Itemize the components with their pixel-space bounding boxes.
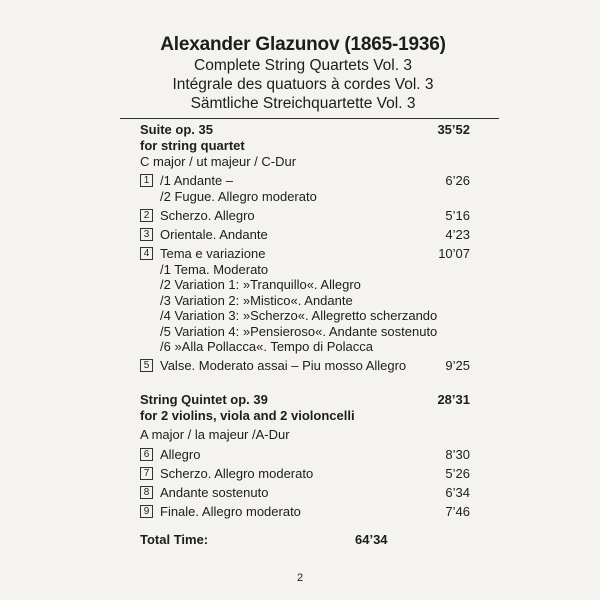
track-row xyxy=(140,357,470,374)
work-key: C major / ut majeur / C-Dur xyxy=(140,153,297,169)
track-title: Andante sostenuto xyxy=(160,484,269,500)
track-title: /1 Andante – xyxy=(160,173,234,188)
track-number: 9 xyxy=(140,505,153,518)
track-title: Tema e variazione xyxy=(160,245,266,261)
track-title: Allegro xyxy=(160,446,201,462)
track-duration: 6’26 xyxy=(445,173,470,188)
track-number: 2 xyxy=(140,209,153,222)
header xyxy=(0,34,600,113)
track-number: 8 xyxy=(140,486,153,499)
subtitle-french: Intégrale des quatuors à cordes Vol. 3 xyxy=(172,76,434,93)
track-duration: 4’23 xyxy=(445,226,470,242)
track-row xyxy=(140,226,470,243)
track-row xyxy=(140,172,470,189)
track-title: Finale. Allegro moderato xyxy=(160,503,301,519)
track-duration: 10’07 xyxy=(438,245,470,261)
track-duration: 8’30 xyxy=(445,446,470,462)
work-key: A major / la majeur /A-Dur xyxy=(140,427,290,442)
work-title: Suite op. 35 xyxy=(140,122,213,137)
work-instrumentation: for 2 violins, viola and 2 violoncelli xyxy=(140,407,355,423)
track-number: 6 xyxy=(140,448,153,461)
track-subtitle: /1 Tema. Moderato xyxy=(160,261,269,277)
track-duration: 9’25 xyxy=(445,357,470,373)
track-row xyxy=(140,207,470,224)
track-subtitle: /2 Fugue. Allegro moderato xyxy=(160,189,317,204)
composer-title: Alexander Glazunov (1865-1936) xyxy=(160,34,446,55)
subtitle-english: Complete String Quartets Vol. 3 xyxy=(194,57,412,74)
work-total-duration: 35’52 xyxy=(437,122,470,137)
track-title: Valse. Moderato assai – Piu mosso Allegro xyxy=(160,357,407,373)
track-number: 1 xyxy=(140,174,153,187)
track-number: 3 xyxy=(140,228,153,241)
total-time xyxy=(140,532,390,547)
work-header xyxy=(140,122,470,138)
track-subtitle: /6 »Alla Pollacca«. Tempo di Polacca xyxy=(160,339,373,354)
track-row xyxy=(140,446,470,463)
work-total-duration: 28’31 xyxy=(437,391,470,407)
total-time-label: Total Time: xyxy=(140,532,209,547)
track-subtitle: /3 Variation 2: »Mistico«. Andante xyxy=(160,292,353,308)
track-title: Orientale. Andante xyxy=(160,226,268,242)
track-number: 7 xyxy=(140,467,153,480)
track-subtitle: /2 Variation 1: »Tranquillo«. Allegro xyxy=(160,277,361,292)
tracklist xyxy=(140,122,470,520)
total-time-value: 64’34 xyxy=(355,532,388,547)
track-row xyxy=(140,503,470,520)
track-subtitle: /5 Variation 4: »Pensieroso«. Andante sostenuto xyxy=(160,323,438,339)
track-subtitle: /4 Variation 3: »Scherzo«. Allegretto scherzando xyxy=(160,308,438,323)
track-number: 4 xyxy=(140,247,153,260)
track-duration: 6’34 xyxy=(445,484,470,500)
work-header xyxy=(140,392,470,408)
divider-rule xyxy=(120,118,499,119)
track-title: Scherzo. Allegro moderato xyxy=(160,465,314,481)
track-duration: 7’46 xyxy=(445,503,470,519)
track-duration: 5’16 xyxy=(445,207,470,223)
track-number: 5 xyxy=(140,359,153,372)
work-instrumentation: for string quartet xyxy=(140,138,245,153)
track-row xyxy=(140,484,470,501)
track-duration: 5’26 xyxy=(445,465,470,481)
work-title: String Quintet op. 39 xyxy=(140,391,268,407)
track-row xyxy=(140,465,470,482)
subtitle-german: Sämtliche Streichquartette Vol. 3 xyxy=(190,95,416,112)
track-title: Scherzo. Allegro xyxy=(160,207,255,223)
page-number: 2 xyxy=(296,572,304,584)
track-row xyxy=(140,245,470,262)
